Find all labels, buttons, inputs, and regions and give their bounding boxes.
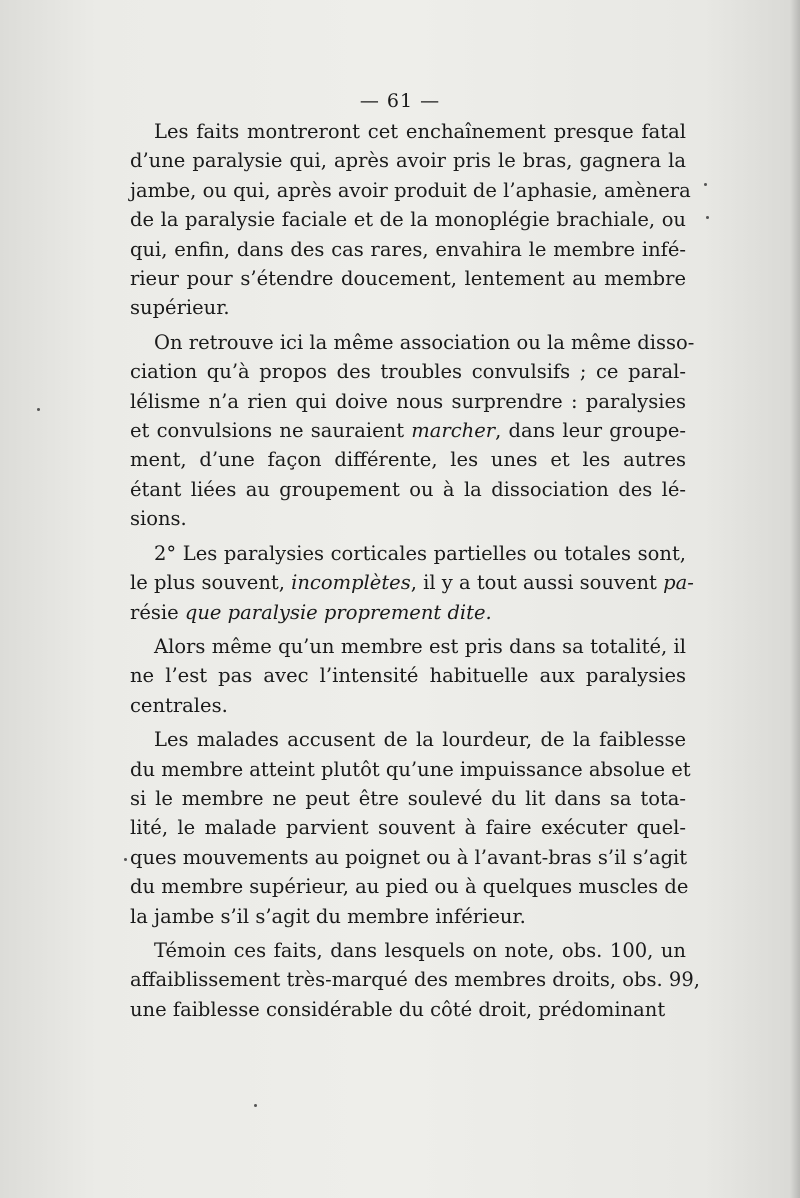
text-line: [130, 725, 686, 754]
italic-text: que paralysie proprement dite.: [178, 600, 492, 624]
text-line: [130, 872, 689, 901]
paragraph: [130, 539, 694, 627]
text-line: [130, 445, 686, 474]
text-segment: résie: [130, 600, 179, 624]
text-segment: la jambe s’il s’agit du membre inférieur.: [130, 904, 526, 928]
text-line: [130, 264, 686, 293]
text-segment: , dans leur groupe-: [495, 419, 686, 443]
specks: [124, 858, 127, 861]
text-line: [130, 755, 691, 784]
italic-text: marcher: [411, 419, 496, 443]
text-segment: du membre supérieur, au pied ou à quelques muscles de: [130, 875, 689, 899]
paragraph: [130, 328, 695, 534]
text-line: [130, 843, 686, 872]
text-line: [130, 936, 686, 965]
text-line: [130, 539, 686, 568]
text-line: [130, 902, 686, 931]
text-line: [130, 995, 686, 1024]
text-line: [130, 691, 686, 720]
text-segment: Les malades accusent de la lourdeur, de la faiblesse: [154, 728, 686, 752]
text-segment: et convulsions ne sauraient: [130, 419, 412, 443]
text-line: [130, 504, 686, 533]
text-segment: ques mouvements au poignet ou à l’avant-bras s’il s’agit: [130, 845, 688, 869]
text-segment: rieur pour s’étendre doucement, lentement au membre: [130, 267, 686, 291]
text-line: [130, 568, 694, 597]
paragraph: [130, 117, 691, 323]
page-edge-shadow: [790, 0, 800, 1198]
text-line: [130, 475, 686, 504]
text-line: [130, 205, 686, 234]
text-segment: ne l’est pas avec l’intensité habituelle aux paralysies: [130, 664, 686, 688]
text-segment: Les faits montreront cet enchaînement presque fatal: [154, 120, 686, 143]
text-segment: Alors même qu’un membre est pris dans sa totalité, il: [154, 634, 686, 658]
text-line: [130, 328, 695, 357]
text-line: [130, 632, 686, 661]
page-number: — 61 —: [359, 90, 441, 112]
paragraph: [130, 725, 691, 931]
text-segment: centrales.: [130, 693, 228, 717]
text-segment: une faiblesse considérable du côté droit, prédominant: [130, 997, 666, 1021]
text-line: [130, 357, 686, 386]
specks: [37, 408, 40, 411]
body-text: [130, 117, 700, 1024]
text-line: [130, 416, 686, 445]
text-line: [130, 117, 686, 146]
text-segment: lélisme n’a rien qui doive nous surprendre : paralysies: [130, 389, 686, 413]
text-line: [130, 176, 691, 205]
specks: [254, 1104, 257, 1107]
specks: [706, 216, 709, 219]
text-segment: ciation qu’à propos des troubles convulsifs ; ce paral-: [130, 360, 686, 384]
text-line: [130, 661, 686, 690]
text-segment: lité, le malade parvient souvent à faire exécuter quel-: [130, 816, 686, 840]
paragraph: [130, 632, 686, 720]
text-segment: jambe, ou qui, après avoir produit de l’aphasie, amènera: [130, 178, 691, 202]
text-line: [130, 235, 686, 264]
text-segment: supérieur.: [130, 296, 230, 320]
specks: [704, 183, 707, 186]
text-segment: 2° Les paralysies corticales partielles ou totales sont,: [154, 541, 686, 565]
text-line: [130, 813, 686, 842]
text-segment: d’une paralysie qui, après avoir pris le bras, gagnera la: [130, 149, 686, 173]
text-segment: qui, enfin, dans des cas rares, envahira le membre infé-: [130, 237, 686, 261]
text-segment: , il y a tout aussi souvent: [410, 571, 664, 595]
paragraph: [130, 936, 700, 1024]
text-line: [130, 965, 700, 994]
text-segment: si le membre ne peut être soulevé du lit dans sa tota-: [130, 786, 686, 810]
italic-text: pa-: [663, 571, 694, 595]
text-segment: affaiblissement très-marqué des membres droits, obs. 99,: [130, 968, 700, 992]
text-line: [130, 146, 686, 175]
text-line: [130, 784, 686, 813]
text-segment: sions.: [130, 507, 187, 531]
text-segment: le plus souvent,: [130, 571, 292, 595]
text-segment: ment, d’une façon différente, les unes et les autres: [130, 448, 686, 472]
text-segment: de la paralysie faciale et de la monoplégie brachiale, ou: [130, 208, 686, 232]
text-segment: On retrouve ici la même association ou la même disso-: [154, 330, 695, 354]
text-segment: du membre atteint plutôt qu’une impuissance absolue et: [130, 757, 691, 781]
text-segment: Témoin ces faits, dans lesquels on note, obs. 100, un: [154, 938, 686, 962]
text-line: [130, 387, 686, 416]
text-segment: étant liées au groupement ou à la dissociation des lé-: [130, 477, 686, 501]
text-line: [130, 293, 686, 322]
italic-text: incomplètes: [291, 571, 411, 595]
text-line: [130, 598, 686, 627]
